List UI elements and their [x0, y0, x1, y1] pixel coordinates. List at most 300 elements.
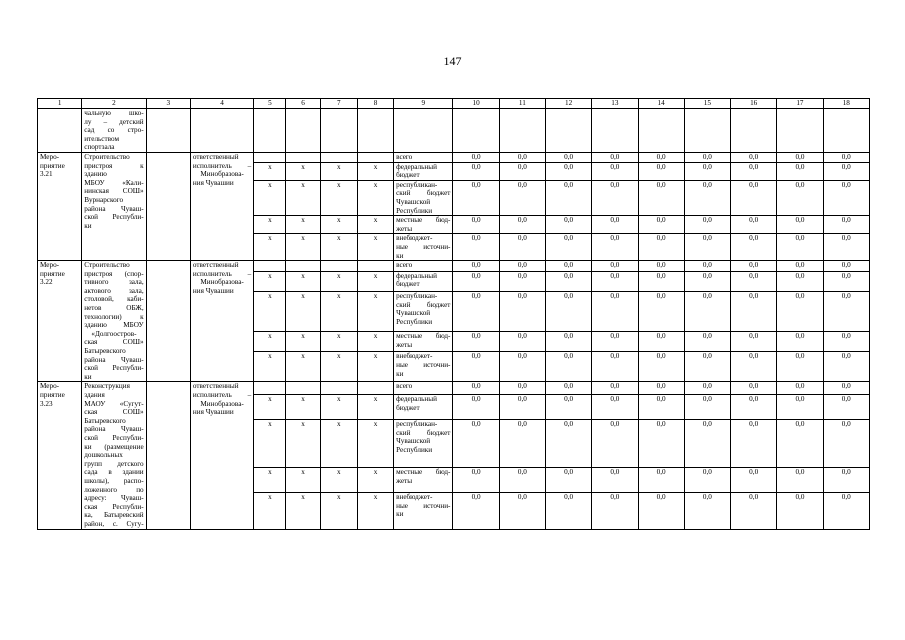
cell-col-6 — [286, 109, 320, 153]
x-mark: x — [357, 420, 393, 468]
x-mark: x — [320, 395, 357, 420]
amount-value: 0,0 — [545, 234, 591, 261]
amount-value: 0,0 — [777, 395, 823, 420]
continuation-row — [38, 109, 870, 153]
x-mark: x — [320, 216, 357, 234]
cell-col-11 — [499, 109, 545, 153]
text-line: Республики — [396, 445, 433, 454]
cell-col-14 — [638, 109, 684, 153]
amount-value: 0,0 — [545, 331, 591, 351]
text-line: республикан- — [396, 180, 438, 189]
x-mark: x — [286, 162, 320, 180]
amount-value: 0,0 — [731, 234, 777, 261]
amount-value: 0,0 — [545, 493, 591, 529]
x-mark: x — [286, 468, 320, 493]
amount-value: 0,0 — [453, 271, 499, 291]
text-line: дошкольных — [84, 451, 123, 460]
amount-value: 0,0 — [684, 292, 730, 332]
amount-value: 0,0 — [453, 216, 499, 234]
column-number-9: 9 — [394, 99, 453, 109]
funding-source — [394, 271, 453, 291]
cell-col-8 — [357, 109, 393, 153]
funding-source — [394, 331, 453, 351]
text-line: ской Республи- — [84, 433, 144, 442]
amount-value: 0,0 — [592, 292, 638, 332]
activity-label — [38, 382, 82, 529]
amount-value: 0,0 — [777, 292, 823, 332]
amount-value: 0,0 — [453, 180, 499, 215]
amount-value: 0,0 — [638, 152, 684, 162]
text-line: ния Чувашии — [192, 178, 234, 187]
text-line: ский бюджет — [396, 300, 451, 309]
text-line: исполнитель – — [192, 269, 252, 278]
amount-value: 0,0 — [823, 234, 869, 261]
x-mark — [357, 261, 393, 272]
text-line: жеты — [396, 476, 413, 485]
text-line: исполнитель – — [192, 391, 252, 399]
text-line: ные источни- — [396, 501, 451, 510]
page-number: 147 — [443, 54, 462, 68]
amount-value: 0,0 — [453, 261, 499, 272]
amount-value: 0,0 — [592, 234, 638, 261]
x-mark — [320, 382, 357, 395]
amount-value: 0,0 — [823, 292, 869, 332]
x-mark: x — [286, 216, 320, 234]
amount-value: 0,0 — [453, 352, 499, 382]
text-line: район, с. Сугу- — [84, 519, 144, 528]
column-number-18: 18 — [823, 99, 869, 109]
text-line: жеты — [396, 224, 413, 233]
text-line: Минобразова- — [200, 170, 244, 179]
amount-value: 0,0 — [638, 216, 684, 234]
text-line: лу – детский — [84, 117, 144, 126]
amount-value: 0,0 — [684, 382, 730, 395]
funding-source — [394, 152, 453, 162]
text-line: бюджет — [396, 171, 420, 180]
text-line: 3.21 — [40, 170, 53, 179]
x-mark: x — [286, 331, 320, 351]
text-line: ки — [84, 221, 92, 230]
activity-label — [38, 152, 82, 260]
amount-value: 0,0 — [684, 395, 730, 420]
amount-value: 0,0 — [777, 493, 823, 529]
text-line: республикан- — [396, 292, 438, 301]
x-mark — [286, 152, 320, 162]
x-mark: x — [320, 271, 357, 291]
x-mark: x — [254, 271, 286, 291]
text-line: тивного зала, — [84, 278, 144, 287]
text-line: ский бюджет — [396, 189, 451, 198]
amount-value: 0,0 — [545, 152, 591, 162]
continuation-description — [82, 109, 146, 153]
amount-value: 0,0 — [731, 493, 777, 529]
text-line: бюджет — [396, 280, 420, 289]
column-number-row — [38, 99, 870, 109]
amount-value: 0,0 — [453, 468, 499, 493]
amount-value: 0,0 — [453, 152, 499, 162]
funding-source — [394, 420, 453, 468]
x-mark: x — [357, 395, 393, 420]
x-mark: x — [254, 180, 286, 215]
text-line: технологии) к — [84, 312, 144, 321]
amount-value: 0,0 — [545, 261, 591, 272]
amount-value: 0,0 — [684, 352, 730, 382]
funding-source — [394, 162, 453, 180]
text-line: ской Республи- — [84, 213, 144, 222]
amount-value: 0,0 — [684, 261, 730, 272]
amount-value: 0,0 — [499, 493, 545, 529]
text-line: приятие — [40, 391, 65, 399]
amount-value: 0,0 — [777, 468, 823, 493]
text-line: Батыревского — [84, 416, 126, 425]
amount-value: 0,0 — [638, 331, 684, 351]
x-mark: x — [254, 395, 286, 420]
text-line: ка, Батыревский — [84, 511, 144, 520]
amount-value: 0,0 — [453, 162, 499, 180]
amount-value: 0,0 — [823, 468, 869, 493]
funding-source — [394, 468, 453, 493]
column-number-11: 11 — [499, 99, 545, 109]
column-number-14: 14 — [638, 99, 684, 109]
amount-value: 0,0 — [823, 420, 869, 468]
amount-value: 0,0 — [592, 352, 638, 382]
column-number-3: 3 — [146, 99, 190, 109]
x-mark: x — [254, 331, 286, 351]
x-mark — [254, 152, 286, 162]
amount-value: 0,0 — [499, 180, 545, 215]
amount-value: 0,0 — [777, 152, 823, 162]
cell-col-7 — [320, 109, 357, 153]
amount-value: 0,0 — [499, 468, 545, 493]
amount-value: 0,0 — [731, 152, 777, 162]
amount-value: 0,0 — [823, 331, 869, 351]
amount-value: 0,0 — [731, 331, 777, 351]
text-line: Чувашской — [396, 197, 431, 206]
text-line: Меро- — [40, 261, 60, 270]
x-mark: x — [357, 493, 393, 529]
activity-label — [38, 261, 82, 382]
cell-col-4 — [190, 109, 253, 153]
cell-col-16 — [731, 109, 777, 153]
amount-value: 0,0 — [453, 292, 499, 332]
funding-source — [394, 382, 453, 395]
text-line: нетов ОБЖ, — [84, 304, 144, 313]
x-mark — [357, 152, 393, 162]
column-number-16: 16 — [731, 99, 777, 109]
executor-cell — [190, 152, 253, 260]
executor-cell — [190, 261, 253, 382]
column-number-17: 17 — [777, 99, 823, 109]
text-line: жеты — [396, 340, 413, 349]
amount-value: 0,0 — [684, 493, 730, 529]
text-line: бюджет — [396, 404, 420, 413]
text-line: федеральный — [396, 271, 437, 280]
text-line: МБОУ «Кали- — [84, 178, 144, 187]
amount-value: 0,0 — [499, 162, 545, 180]
text-line: спортзала — [84, 143, 115, 152]
text-line: зданию — [84, 170, 107, 179]
amount-value: 0,0 — [731, 382, 777, 395]
column-number-8: 8 — [357, 99, 393, 109]
text-line: Строительство — [84, 152, 130, 161]
x-mark: x — [254, 468, 286, 493]
amount-value: 0,0 — [545, 292, 591, 332]
amount-value: 0,0 — [731, 271, 777, 291]
amount-value: 0,0 — [777, 382, 823, 395]
amount-value: 0,0 — [823, 180, 869, 215]
funding-source — [394, 395, 453, 420]
amount-value: 0,0 — [499, 352, 545, 382]
amount-value: 0,0 — [499, 420, 545, 468]
amount-value: 0,0 — [592, 162, 638, 180]
x-mark: x — [254, 162, 286, 180]
funding-row — [38, 152, 870, 162]
x-mark: x — [320, 493, 357, 529]
text-line: ская Республи- — [84, 502, 144, 511]
text-line: адресу: Чуваш- — [84, 494, 144, 503]
x-mark: x — [286, 420, 320, 468]
text-line: внебюджет- — [396, 352, 433, 361]
x-mark: x — [254, 216, 286, 234]
x-mark: x — [286, 180, 320, 215]
amount-value: 0,0 — [638, 382, 684, 395]
text-line: Вурнарского — [84, 195, 124, 204]
x-mark — [320, 152, 357, 162]
empty-col-3 — [146, 261, 190, 382]
text-line: групп детского — [84, 459, 144, 468]
text-line: актового зала, — [84, 286, 144, 295]
amount-value: 0,0 — [823, 493, 869, 529]
text-line: Меро- — [40, 152, 60, 161]
cell-col-9 — [394, 109, 453, 153]
amount-value: 0,0 — [545, 395, 591, 420]
x-mark: x — [357, 271, 393, 291]
cell-col-17 — [777, 109, 823, 153]
column-number-13: 13 — [592, 99, 638, 109]
text-line: ки — [396, 369, 404, 378]
amount-value: 0,0 — [684, 271, 730, 291]
column-number-5: 5 — [254, 99, 286, 109]
text-line: внебюджет- — [396, 234, 433, 243]
amount-value: 0,0 — [545, 162, 591, 180]
activity-description — [82, 261, 146, 382]
table-body — [38, 109, 870, 530]
funding-source — [394, 234, 453, 261]
amount-value: 0,0 — [823, 352, 869, 382]
amount-value: 0,0 — [453, 493, 499, 529]
text-line: Чувашской — [396, 309, 431, 318]
text-line: пристроя (спор- — [84, 269, 144, 278]
x-mark: x — [286, 271, 320, 291]
funding-source — [394, 216, 453, 234]
amount-value: 0,0 — [499, 292, 545, 332]
amount-value: 0,0 — [499, 395, 545, 420]
text-line: федеральный — [396, 162, 437, 171]
amount-value: 0,0 — [453, 420, 499, 468]
text-line: района Чуваш- — [84, 425, 144, 434]
amount-value: 0,0 — [684, 162, 730, 180]
text-line: всего — [396, 382, 413, 391]
amount-value: 0,0 — [453, 234, 499, 261]
text-line: Реконструкция — [84, 382, 130, 391]
amount-value: 0,0 — [823, 382, 869, 395]
text-line: всего — [396, 152, 413, 161]
x-mark: x — [320, 292, 357, 332]
amount-value: 0,0 — [777, 261, 823, 272]
text-line: ные источни- — [396, 360, 451, 369]
text-line: района Чуваш- — [84, 355, 144, 364]
text-line: Минобразова- — [200, 399, 244, 408]
x-mark: x — [320, 468, 357, 493]
text-line: ния Чувашии — [192, 408, 234, 417]
amount-value: 0,0 — [592, 180, 638, 215]
amount-value: 0,0 — [823, 162, 869, 180]
amount-value: 0,0 — [592, 420, 638, 468]
text-line: Минобразова- — [200, 278, 244, 287]
amount-value: 0,0 — [499, 382, 545, 395]
cell-col-15 — [684, 109, 730, 153]
text-line: 3.23 — [40, 399, 53, 408]
amount-value: 0,0 — [499, 152, 545, 162]
amount-value: 0,0 — [731, 261, 777, 272]
amount-value: 0,0 — [638, 292, 684, 332]
text-line: ложенного по — [84, 485, 144, 494]
amount-value: 0,0 — [638, 493, 684, 529]
amount-value: 0,0 — [638, 261, 684, 272]
amount-value: 0,0 — [453, 331, 499, 351]
text-line: МАОУ «Сугут- — [84, 399, 144, 408]
amount-value: 0,0 — [731, 180, 777, 215]
cell-col-10 — [453, 109, 499, 153]
x-mark — [254, 382, 286, 395]
text-line: Меро- — [40, 382, 60, 391]
x-mark: x — [254, 352, 286, 382]
x-mark: x — [357, 162, 393, 180]
text-line: приятие — [40, 269, 65, 278]
column-number-2: 2 — [82, 99, 146, 109]
text-line: здания — [84, 391, 105, 399]
funding-source — [394, 493, 453, 529]
activity-description — [82, 152, 146, 260]
x-mark: x — [357, 331, 393, 351]
funding-source — [394, 292, 453, 332]
text-line: ская СОШ» — [84, 338, 144, 347]
amount-value: 0,0 — [638, 180, 684, 215]
amount-value: 0,0 — [823, 395, 869, 420]
funding-source — [394, 180, 453, 215]
amount-value: 0,0 — [545, 352, 591, 382]
x-mark: x — [320, 420, 357, 468]
text-line: 3.22 — [40, 278, 53, 287]
cell-col-12 — [545, 109, 591, 153]
x-mark: x — [254, 292, 286, 332]
amount-value: 0,0 — [777, 234, 823, 261]
amount-value: 0,0 — [638, 468, 684, 493]
amount-value: 0,0 — [545, 468, 591, 493]
column-number-15: 15 — [684, 99, 730, 109]
cell-col-18 — [823, 109, 869, 153]
amount-value: 0,0 — [499, 261, 545, 272]
amount-value: 0,0 — [777, 162, 823, 180]
funding-row — [38, 261, 870, 272]
x-mark: x — [357, 234, 393, 261]
empty-col-3 — [146, 382, 190, 529]
x-mark: x — [286, 493, 320, 529]
text-line: республикан- — [396, 420, 438, 429]
column-number-1: 1 — [38, 99, 82, 109]
text-line: Строительство — [84, 261, 130, 270]
text-line: ные источни- — [396, 242, 451, 251]
amount-value: 0,0 — [592, 216, 638, 234]
x-mark: x — [254, 420, 286, 468]
text-line: местные бюд- — [396, 216, 451, 225]
funding-source — [394, 261, 453, 272]
amount-value: 0,0 — [545, 382, 591, 395]
x-mark: x — [286, 234, 320, 261]
amount-value: 0,0 — [777, 352, 823, 382]
text-line: внебюджет- — [396, 493, 433, 502]
amount-value: 0,0 — [684, 331, 730, 351]
text-line: федеральный — [396, 395, 437, 404]
text-line: местные бюд- — [396, 331, 451, 340]
text-line: ки — [84, 372, 92, 381]
amount-value: 0,0 — [823, 152, 869, 162]
x-mark: x — [357, 352, 393, 382]
amount-value: 0,0 — [777, 180, 823, 215]
text-line: Республики — [396, 318, 433, 327]
x-mark — [320, 261, 357, 272]
x-mark: x — [254, 493, 286, 529]
text-line: ительством — [84, 134, 119, 143]
x-mark: x — [286, 395, 320, 420]
x-mark: x — [320, 331, 357, 351]
amount-value: 0,0 — [731, 162, 777, 180]
x-mark: x — [357, 468, 393, 493]
amount-value: 0,0 — [684, 420, 730, 468]
column-number-12: 12 — [545, 99, 591, 109]
amount-value: 0,0 — [592, 395, 638, 420]
cell-col-3 — [146, 109, 190, 153]
amount-value: 0,0 — [777, 216, 823, 234]
amount-value: 0,0 — [823, 216, 869, 234]
text-line: ния Чувашии — [192, 286, 234, 295]
cell-col-13 — [592, 109, 638, 153]
text-line: чальную шко- — [84, 109, 144, 117]
x-mark: x — [357, 292, 393, 332]
amount-value: 0,0 — [777, 331, 823, 351]
x-mark: x — [320, 352, 357, 382]
amount-value: 0,0 — [731, 468, 777, 493]
text-line: пристроя к — [84, 161, 144, 170]
amount-value: 0,0 — [545, 180, 591, 215]
amount-value: 0,0 — [684, 152, 730, 162]
amount-value: 0,0 — [638, 271, 684, 291]
text-line: Батыревского — [84, 347, 126, 356]
text-line: ответственный — [192, 382, 239, 391]
text-line: ки — [396, 510, 404, 519]
budget-table — [37, 98, 870, 530]
text-line: «Долгоостров- — [91, 329, 137, 338]
text-line: ской Республи- — [84, 364, 144, 373]
amount-value: 0,0 — [499, 271, 545, 291]
amount-value: 0,0 — [823, 261, 869, 272]
text-line: сад со стро- — [84, 126, 144, 135]
amount-value: 0,0 — [684, 234, 730, 261]
amount-value: 0,0 — [499, 216, 545, 234]
text-line: сада в здании — [84, 468, 144, 477]
funding-row — [38, 382, 870, 395]
amount-value: 0,0 — [453, 395, 499, 420]
